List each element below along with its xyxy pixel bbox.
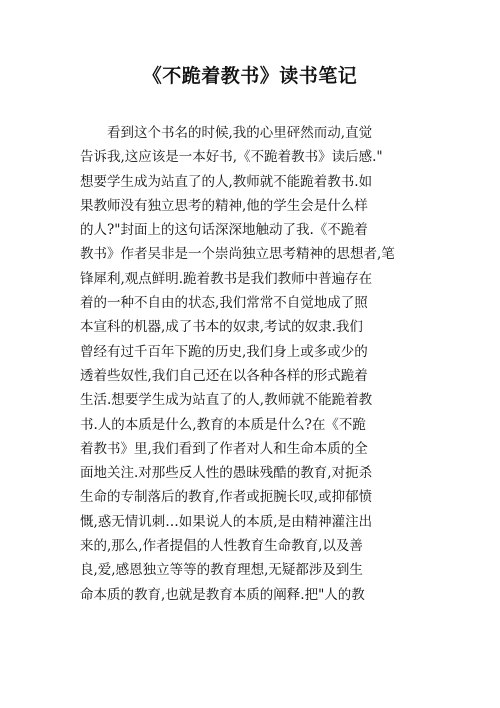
text-line: 想要学生成为站直了的人,教师就不能跪着教书.如 [80, 173, 373, 190]
text-line: 教书》作者吴非是一个崇尚独立思考精神的思想者,笔 [80, 246, 395, 263]
text-line: 着的一种不自由的状态,我们常常不自觉地成了照 [80, 295, 368, 312]
text-line: 命本质的教育,也就是教育本质的阐释.把"人的教 [80, 586, 365, 603]
text-line: 慨,惑无情讥刺…如果说人的本质,是由精神灌注出 [80, 513, 373, 530]
text-line: 的人?"封面上的这句话深深地触动了我.《不跪着 [80, 222, 368, 239]
text-line: 告诉我,这应该是一本好书,《不跪着教书》读后感." [80, 149, 383, 166]
text-line: 曾经有过千百年下跪的历史,我们身上或多或少的 [80, 343, 368, 360]
text-line: 生活.想要学生成为站直了的人,教师就不能跪着教 [80, 392, 373, 409]
text-line: 透着些奴性,我们自己还在以各种各样的形式跪着 [80, 367, 368, 384]
text-line: 良,爱,感恩独立等等的教育理想,无疑都涉及到生 [80, 562, 363, 579]
text-line: 锋犀利,观点鲜明.跪着教书是我们教师中普遍存在 [80, 270, 373, 287]
text-line: 看到这个书名的时候,我的心里砰然而动,直觉 [107, 125, 373, 141]
text-line: 着教书》里,我们看到了作者对人和生命本质的全 [80, 440, 368, 457]
text-line: 本宣科的机器,成了书本的奴隶,考试的奴隶.我们 [80, 319, 363, 336]
document-title: 《不跪着教书》读书笔记 [142, 65, 358, 87]
body-paragraph [80, 121, 440, 607]
text-line: 面地关注.对那些反人性的愚昧残酷的教育,对扼杀 [80, 465, 373, 482]
text-line: 书.人的本质是什么,教育的本质是什么?在《不跪 [80, 416, 366, 433]
text-line: 生命的专制落后的教育,作者或扼腕长叹,或抑郁愤 [80, 489, 373, 506]
text-line: 果教师没有独立思考的精神,他的学生会是什么样 [80, 197, 368, 214]
text-line: 来的,那么,作者提倡的人性教育生命教育,以及善 [80, 538, 363, 555]
